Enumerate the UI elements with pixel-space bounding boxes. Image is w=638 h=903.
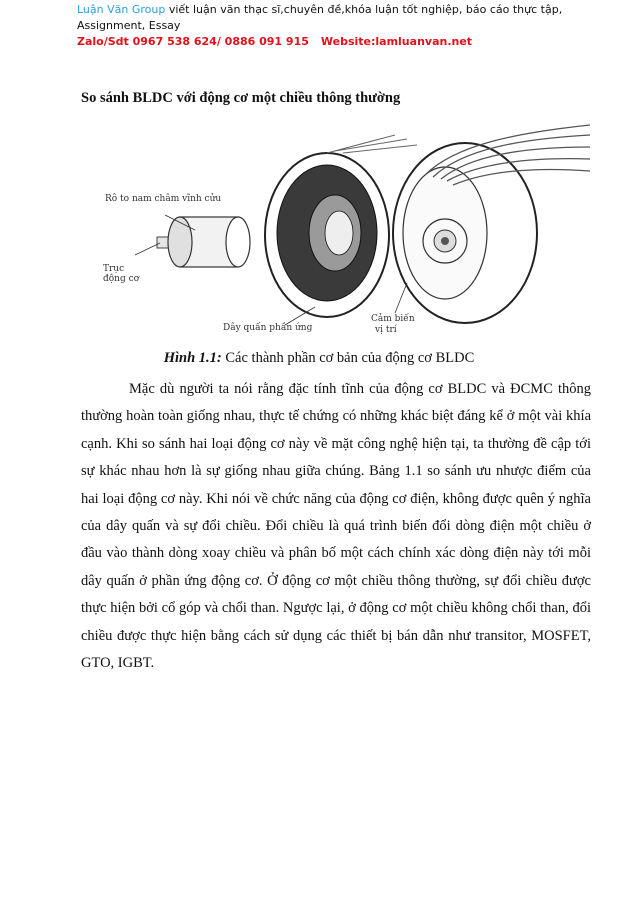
contact-phone: Zalo/Sdt 0967 538 624/ 0886 091 915 (77, 35, 309, 48)
paragraph: Mặc dù người ta nói rằng đặc tính tĩnh của động cơ BLDC và ĐCMC thông thường hoàn toàn giống nhau, thực tế chứng có những khác biệt đáng kể ở một vài khía cạnh. Khi so sánh hai loại động cơ này về mặt công nghệ hiện tại, ta thường đề cập tới sự khác nhau hơn là sự giống nhau giữa chúng. Bảng 1.1 so sánh ưu nhược điểm của hai loại động cơ này. Khi nói về chức năng của động cơ điện, không được quên ý nghĩa của dây quấn và sự đổi chiều. Đổi chiều là quá trình biến đổi dòng điện một chiều ở đầu vào thành dòng xoay chiều và phân bố một cách chính xác dòng điện này tới mỗi dây quấn ở phần ứng động cơ. Ở động cơ một chiều thông thường, sự đổi chiều được thực hiện bởi cổ góp và chổi than. Ngược lại, ở động cơ một chiều không chổi than, đổi chiều được thực hiện bằng cách sử dụng các thiết bị bán dẫn như transitor, MOSFET, GTO, IGBT. (81, 381, 591, 672)
body-text (81, 376, 591, 677)
header-line-1 (77, 2, 597, 18)
label-sensor-1: Cảm biến (371, 314, 415, 324)
rotor-end-right (226, 217, 250, 267)
label-winding: Dây quấn phần ứng (223, 323, 313, 333)
label-shaft-2: động cơ (103, 274, 140, 284)
header-line-2: Assignment, Essay (77, 19, 181, 32)
label-shaft-1: Trục (103, 264, 125, 274)
figure-caption (0, 350, 638, 367)
header-tagline: viết luận văn thạc sĩ,chuyên đề,khóa luận tốt nghiệp, báo cáo thực tập, (165, 3, 563, 16)
label-sensor-2: vị trí (375, 325, 397, 335)
bldc-motor-figure (95, 115, 595, 345)
rotor-end-left (168, 217, 192, 267)
caption-text: Các thành phần cơ bản của động cơ BLDC (221, 350, 475, 366)
page-header (77, 2, 597, 50)
brand-name: Luận Văn Group (77, 3, 166, 16)
label-rotor: Rô to nam châm vĩnh cửu (105, 194, 222, 204)
header-contact-line (77, 34, 597, 50)
caption-label: Hình 1.1: (163, 350, 222, 366)
section-title: So sánh BLDC với động cơ một chiều thông thường (81, 90, 401, 106)
contact-website: Website:lamluanvan.net (320, 35, 473, 48)
